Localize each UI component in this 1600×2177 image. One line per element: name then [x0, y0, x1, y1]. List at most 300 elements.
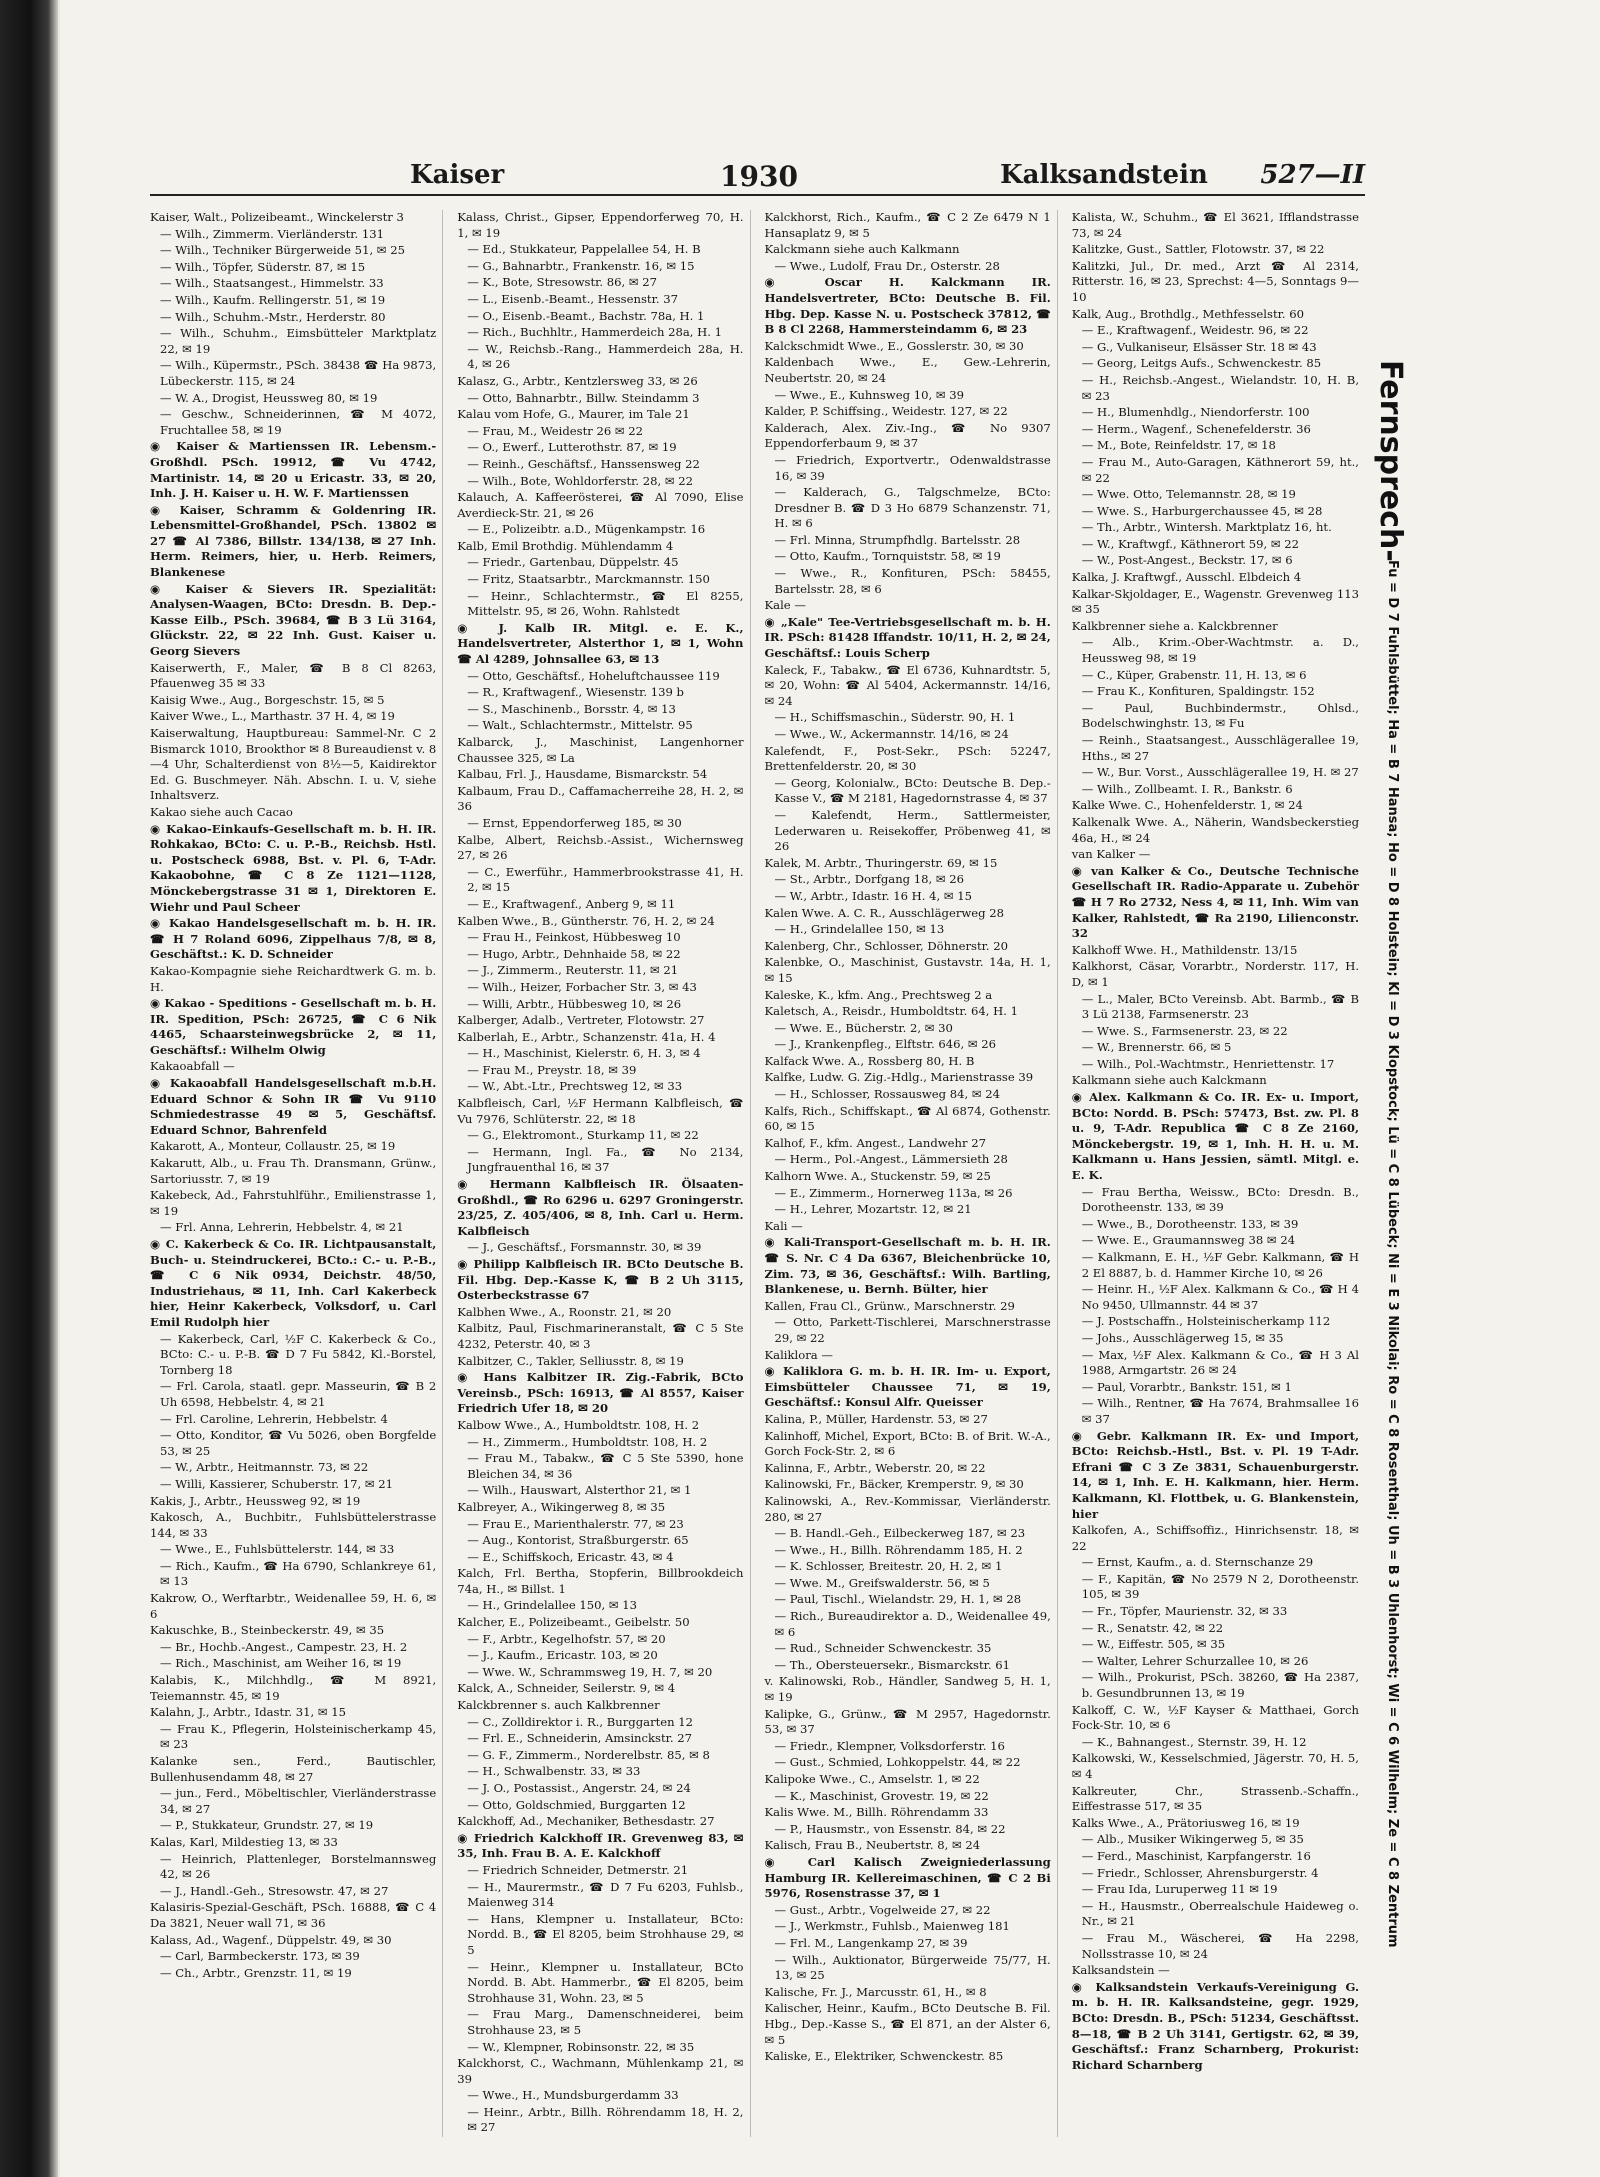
directory-entry: Kalinowski, Fr., Bäcker, Kremperstr. 9, ✉ 30: [764, 1477, 1024, 1492]
directory-entry: — Kakerbeck, Carl, ½F C. Kakerbeck & Co., BCto: C.- u. P.-B. ☎ D 7 Fu 5842, Kl.-Borstel, Tornberg 18: [160, 1331, 437, 1377]
directory-entry: ◉ Kakao Handelsgesellschaft m. b. H. IR. ☎ H 7 Roland 6096, Zippelhaus 7/8, ✉ 8, Geschäftst.: K. D. Schneider: [150, 916, 437, 962]
directory-entry: ◉ Kakaoabfall Handelsgesellschaft m.b.H. Eduard Schnor & Sohn IR ☎ Vu 9110 Schmiedestrasse 49 ✉ 5, Geschäftsf. Eduard Schnor, Bahrenfeld: [150, 1076, 437, 1137]
directory-entry: — Wilh., Hauswart, Alsterthor 21, ✉ 1: [467, 1483, 692, 1498]
directory-entry: Kalass, Christ., Gipser, Eppendorferweg 70, H. 1, ✉ 19: [457, 210, 744, 240]
directory-entry: ◉ Carl Kalisch Zweigniederlassung Hamburg IR. Kellereimaschinen, ☎ C 2 Bi 5976, Rosenstrasse 37, ✉ 1: [764, 1854, 1051, 1901]
directory-entry: — Ed., Stukkateur, Pappelallee 54, H. B: [467, 242, 701, 257]
directory-entry: — H., Blumenhdlg., Niendorferstr. 100: [1081, 405, 1310, 420]
directory-entry: — Kalkmann, E. H., ½F Gebr. Kalkmann, ☎ H 2 El 8887, b. d. Hammer Kirche 10, ✉ 26: [1081, 1250, 1359, 1280]
directory-entry: Kakao siehe auch Cacao: [150, 804, 293, 819]
directory-entry: Kalckhorst, Rich., Kaufm., ☎ C 2 Ze 6479 N 1 Hansaplatz 9, ✉ 5: [764, 210, 1051, 240]
directory-entry: Kaliske, E., Elektriker, Schwenckestr. 85: [764, 2049, 1004, 2064]
directory-entry: — Friedr., Schlosser, Ahrensburgerstr. 4: [1081, 1865, 1319, 1880]
directory-entry: Kakuschke, B., Steinbeckerstr. 49, ✉ 35: [150, 1623, 385, 1638]
directory-entry: Kalcher, E., Polizeibeamt., Geibelstr. 50: [457, 1615, 690, 1630]
directory-entry: — Wwe., W., Ackermannstr. 14/16, ✉ 24: [774, 727, 1009, 741]
directory-entry: — H., Zimmerm., Humboldtstr. 108, H. 2: [467, 1434, 708, 1449]
directory-entry: — Frau M., Tabakw., ☎ C 5 Ste 5390, hone Bleichen 34, ✉ 36: [467, 1451, 744, 1481]
directory-entry: Kalbfleisch, Carl, ½F Hermann Kalbfleisch, ☎ Vu 7976, Schlüterstr. 22, ✉ 18: [457, 1096, 744, 1126]
directory-entry: Kakarott, A., Monteur, Collaustr. 25, ✉ 19: [150, 1139, 396, 1154]
directory-entry: Kalkenalk Wwe. A., Näherin, Wandsbeckerstieg 46a, H., ✉ 24: [1071, 814, 1359, 845]
directory-entry: — Otto, Kaufm., Tornquiststr. 58, ✉ 19: [774, 549, 1001, 564]
directory-entry: Kalberlah, E., Arbtr., Schanzenstr. 41a, H. 4: [457, 1029, 716, 1044]
directory-entry: — Frau Marg., Damenschneiderei, beim Strohhause 23, ✉ 5: [467, 2007, 744, 2037]
directory-entry: Kalfack Wwe. A., Rossberg 80, H. B: [764, 1053, 975, 1068]
directory-entry: Kaldenbach Wwe., E., Gew.-Lehrerin, Neubertstr. 20, ✉ 24: [764, 355, 1051, 385]
directory-entry: — S., Maschinenb., Borsstr. 4, ✉ 13: [467, 701, 676, 716]
directory-entry: Kalbow Wwe., A., Humboldtstr. 108, H. 2: [457, 1417, 700, 1432]
directory-entry: — Th., Arbtr., Wintersh. Marktplatz 16, ht.: [1081, 520, 1332, 535]
directory-entry: — Fr., Töpfer, Maurienstr. 32, ✉ 33: [1081, 1604, 1288, 1619]
column-1: [150, 210, 443, 2137]
directory-entry: — H., Maurermstr., ☎ D 7 Fu 6203, Fuhlsb., Maienweg 314: [467, 1879, 744, 1910]
directory-entry: — W., Eiffestr. 505, ✉ 35: [1081, 1637, 1226, 1652]
directory-entry: Kakaoabfall —: [150, 1059, 235, 1074]
directory-entry: Kalfs, Rich., Schiffskapt., ☎ Al 6874, Gothenstr. 60, ✉ 15: [764, 1103, 1051, 1134]
directory-entry: — F., Kapitän, ☎ No 2579 N 2, Dorotheenstr. 105, ✉ 39: [1081, 1571, 1359, 1602]
directory-entry: — J., Geschäftsf., Forsmannstr. 30, ✉ 39: [467, 1240, 702, 1255]
directory-entry: ◉ Friedrich Kalckhoff IR. Grevenweg 83, ✉ 35, Inh. Frau B. A. E. Kalckhoff: [457, 1830, 744, 1861]
column-3: [765, 210, 1058, 2137]
directory-entry: — Max, ½F Alex. Kalkmann & Co., ☎ H 3 Al 1988, Armgartstr. 26 ✉ 24: [1081, 1347, 1359, 1378]
directory-entry: — Wwe. S., Farmsenerstr. 23, ✉ 22: [1081, 1023, 1288, 1038]
directory-entry: Kalbe, Albert, Reichsb.-Assist., Wichernsweg 27, ✉ 26: [457, 832, 744, 863]
directory-entry: — Frau M., Preystr. 18, ✉ 39: [467, 1062, 637, 1077]
directory-entry: — Heinr., Schlachtermstr., ☎ El 8255, Mittelstr. 95, ✉ 26, Wohn. Rahlstedt: [467, 588, 744, 619]
directory-entry: — Friedr., Klempner, Volksdorferstr. 16: [774, 1738, 1005, 1753]
directory-entry: — Wilh., Prokurist, PSch. 38260, ☎ Ha 2387, b. Gesundbrunnen 13, ✉ 19: [1081, 1670, 1359, 1701]
directory-entry: — Frl. Carola, staatl. gepr. Masseurin, ☎ B 2 Uh 6598, Hebbelstr. 4, ✉ 21: [160, 1379, 437, 1409]
directory-entry: Kalke Wwe. C., Hohenfelderstr. 1, ✉ 24: [1071, 798, 1303, 813]
directory-entry: — G. F., Zimmerm., Norderelbstr. 85, ✉ 8: [467, 1747, 710, 1762]
directory-entry: ◉ C. Kakerbeck & Co. IR. Lichtpausanstalt, Buch- u. Steindruckerei, BCto.: C.- u. P.-B., ☎ C 6 Nik 0934, Deichstr. 48/50, Industriehaus, ✉ 11, Inh. Carl Kakerbeck hier, Heinr Kakerbeck, Volksdorf, u. Carl Emil Rudolph hier: [150, 1237, 437, 1329]
directory-entry: Kale —: [764, 598, 806, 613]
directory-entry: — J. O., Postassist., Angerstr. 24, ✉ 24: [467, 1781, 691, 1795]
directory-entry: — Willi, Arbtr., Hübbesweg 10, ✉ 26: [467, 996, 682, 1011]
directory-entry: Kalka, J. Kraftwgf., Ausschl. Elbdeich 4: [1071, 570, 1302, 585]
directory-entry: — Gust., Schmied, Lohkoppelstr. 44, ✉ 22: [774, 1755, 1021, 1770]
directory-entry: Kaletsch, A., Reisdr., Humboldtstr. 64, H. 1: [764, 1004, 1018, 1019]
header-page-number: 527—II: [1260, 160, 1365, 190]
directory-entry: — Paul, Buchbindermstr., Ohlsd., Bodelschwinghstr. 13, ✉ Fu: [1081, 700, 1359, 731]
directory-entry: — E., Kraftwagenf., Anberg 9, ✉ 11: [467, 896, 676, 911]
directory-entry: — Frl. Caroline, Lehrerin, Hebbelstr. 4: [160, 1411, 388, 1426]
directory-entry: — Wwe., H., Mundsburgerdamm 33: [467, 2088, 679, 2103]
directory-entry: Kalisch, Frau B., Neubertstr. 8, ✉ 24: [764, 1838, 981, 1853]
directory-entry: — Frau M., Wäscherei, ☎ Ha 2298, Nollsstrasse 10, ✉ 24: [1081, 1930, 1359, 1961]
directory-entry: — Frau M., Auto-Garagen, Käthnerort 59, ht., ✉ 22: [1081, 454, 1359, 485]
directory-entry: Kalkreuter, Chr., Strassenb.-Schaffn., Eiffestrasse 517, ✉ 35: [1071, 1783, 1359, 1814]
directory-entry: — Kalefendt, Herm., Sattlermeister, Lederwaren u. Reisekoffer, Pröbenweg 41, ✉ 26: [774, 807, 1051, 854]
directory-entry: Kalkhorst, Cäsar, Vorarbtr., Norderstr. 117, H. D, ✉ 1: [1071, 959, 1359, 989]
directory-entry: Kalben Wwe., B., Güntherstr. 76, H. 2, ✉ 24: [457, 913, 715, 928]
directory-entry: — J., Zimmerm., Reuterstr. 11, ✉ 21: [467, 963, 679, 978]
directory-entry: Kalau vom Hofe, G., Maurer, im Tale 21: [457, 407, 690, 422]
directory-entry: — Frau K., Konfituren, Spaldingstr. 152: [1081, 684, 1315, 699]
directory-entry: Kalen Wwe. A. C. R., Ausschlägerweg 28: [764, 905, 1005, 920]
directory-entry: — Johs., Ausschlägerweg 15, ✉ 35: [1081, 1330, 1284, 1345]
directory-entry: — Rich., Kaufm., ☎ Ha 6790, Schlankreye 61, ✉ 13: [160, 1558, 437, 1589]
directory-entry: — G., Elektromont., Sturkamp 11, ✉ 22: [467, 1128, 699, 1143]
directory-entry: — Frau K., Pflegerin, Holsteinischerkamp 45, ✉ 23: [160, 1721, 437, 1752]
directory-entry: — P., Stukkateur, Grundstr. 27, ✉ 19: [160, 1818, 374, 1833]
directory-entry: Kalbau, Frl. J., Hausdame, Bismarckstr. 54: [457, 767, 708, 782]
directory-entry: ◉ Kaiser & Martienssen IR. Lebensm.-Großhdl. PSch. 19912, ☎ Vu 4742, Martinistr. 14, ✉ 20 u Ericastr. 33, ✉ 20, Inh. J. H. Kaiser u. H. W. F. Martienssen: [150, 439, 437, 501]
directory-entry: Kalefendt, F., Post-Sekr., PSch: 52247, Brettenfelderstr. 20, ✉ 30: [764, 743, 1051, 774]
directory-entry: — O., Eisenb.-Beamt., Bachstr. 78a, H. 1: [467, 308, 705, 323]
directory-entry: — Kalderach, G., Talgschmelze, BCto: Dresdner B. ☎ D 3 Ho 6879 Schanzenstr. 71, H. ✉ 6: [774, 485, 1051, 531]
directory-entry: — Alb., Musiker Wikingerweg 5, ✉ 35: [1081, 1832, 1304, 1847]
directory-entry: Kalck, A., Schneider, Seilerstr. 9, ✉ 4: [457, 1681, 676, 1696]
directory-entry: — Friedrich, Exportvertr., Odenwaldstrasse 16, ✉ 39: [774, 452, 1051, 483]
directory-entry: Kalderach, Alex. Ziv.-Ing., ☎ No 9307 Eppendorferbaum 9, ✉ 37: [764, 420, 1051, 451]
directory-entry: Kalckschmidt Wwe., E., Gosslerstr. 30, ✉ 30: [764, 338, 1024, 353]
directory-entry: — H., Reichsb.-Angest., Wielandstr. 10, H. B, ✉ 23: [1081, 372, 1359, 403]
directory-entry: — Frau, M., Weidestr 26 ✉ 22: [467, 423, 644, 438]
directory-entry: — Carl, Barmbeckerstr. 173, ✉ 39: [160, 1949, 360, 1964]
directory-entry: Kalitzke, Gust., Sattler, Flotowstr. 37, ✉ 22: [1071, 242, 1325, 257]
directory-entry: ◉ „Kale" Tee-Vertriebsgesellschaft m. b. H. IR. PSch: 81428 Iffandstr. 10/11, H. 2, ✉ 24, Geschäftsf.: Louis Scherp: [764, 614, 1051, 661]
directory-entry: — C., Zolldirektor i. R., Burggarten 12: [467, 1714, 694, 1729]
directory-entry: — Wilh., Bote, Wohldorferstr. 28, ✉ 22: [467, 473, 694, 488]
directory-entry: — C., Küper, Grabenstr. 11, H. 13, ✉ 6: [1081, 667, 1307, 682]
page-header: [150, 160, 1365, 196]
directory-entry: — Reinh., Staatsangest., Ausschlägerallee 19, Hths., ✉ 27: [1081, 733, 1359, 763]
directory-entry: Kalass, Ad., Wagenf., Düppelstr. 49, ✉ 30: [150, 1932, 392, 1947]
directory-entry: — Heinr. H., ½F Alex. Kalkmann & Co., ☎ H 4 No 9450, Ullmannstr. 44 ✉ 37: [1081, 1282, 1359, 1312]
directory-entry: — G., Bahnarbtr., Frankenstr. 16, ✉ 15: [467, 258, 695, 273]
directory-entry: Kalckhoff, Ad., Mechaniker, Bethesdastr. 27: [457, 1814, 715, 1829]
directory-entry: — G., Vulkaniseur, Elsässer Str. 18 ✉ 43: [1081, 339, 1317, 354]
directory-entry: — Wilh., Heizer, Forbacher Str. 3, ✉ 43: [467, 979, 697, 994]
directory-entry: Kali —: [764, 1218, 803, 1233]
directory-entry: — Wilh., Rentner, ☎ Ha 7674, Brahmsallee 16 ✉ 37: [1081, 1396, 1359, 1426]
directory-entry: — Wwe., B., Dorotheenstr. 133, ✉ 39: [1081, 1216, 1299, 1231]
directory-entry: — W., Kraftwgf., Käthnerort 59, ✉ 22: [1081, 536, 1300, 551]
directory-entry: — Heinr., Klempner u. Installateur, BCto Nordd. B. Abt. Hammerbr., ☎ El 8205, beim Strohhause 31, Wohn. 23, ✉ 5: [467, 1959, 744, 2005]
directory-entry: — Wilh., Zimmerm. Vierländerstr. 131: [160, 226, 385, 241]
directory-entry: — Aug., Kontorist, Straßburgerstr. 65: [467, 1533, 689, 1548]
directory-entry: — Herm., Pol.-Angest., Lämmersieth 28: [774, 1152, 1008, 1167]
directory-entry: Kalbaum, Frau D., Caffamacherreihe 28, H. 2, ✉ 36: [457, 783, 744, 814]
directory-entry: Kaliklora —: [764, 1347, 833, 1362]
directory-entry: — Paul, Tischl., Wielandstr. 29, H. 1, ✉ 28: [774, 1592, 1022, 1607]
directory-entry: — Georg, Leitgs Aufs., Schwenckestr. 85: [1081, 356, 1322, 371]
directory-entry: — H., Lehrer, Mozartstr. 12, ✉ 21: [774, 1202, 972, 1217]
directory-entry: — Hans, Klempner u. Installateur, BCto: Nordd. B., ☎ El 8205, beim Strohhause 29, ✉ 5: [467, 1911, 744, 1957]
directory-entry: — Wwe., H., Billh. Röhrendamm 185, H. 2: [774, 1542, 1023, 1557]
directory-entry: — Wilh., Zollbeamt. I. R., Bankstr. 6: [1081, 781, 1293, 796]
directory-entry: Kalk, Aug., Brothdlg., Methfesselstr. 60: [1071, 306, 1304, 321]
directory-entry: ◉ Hans Kalbitzer IR. Zig.-Fabrik, BCto Vereinsb., PSch: 16913, ☎ Al 8557, Kaiser Friedrich Ufer 18, ✉ 20: [457, 1370, 744, 1416]
directory-entry: — H., Schiffsmaschin., Süderstr. 90, H. 1: [774, 710, 1016, 725]
directory-entry: — Wilh., Schuhm.-Mstr., Herderstr. 80: [160, 309, 386, 324]
directory-entry: — Otto, Bahnarbtr., Billw. Steindamm 3: [467, 390, 700, 405]
directory-entry: — Wwe., E., Kuhnsweg 10, ✉ 39: [774, 387, 964, 402]
directory-entry: Kalbhen Wwe., A., Roonstr. 21, ✉ 20: [457, 1304, 672, 1319]
directory-entry: — W., Post-Angest., Beckstr. 17, ✉ 6: [1081, 553, 1293, 568]
directory-entry: Kalhorn Wwe. A., Stuckenstr. 59, ✉ 25: [764, 1169, 991, 1184]
directory-entry: Kaiserwerth, F., Maler, ☎ B 8 Cl 8263, Pfauenweg 35 ✉ 33: [150, 660, 437, 691]
directory-entry: Kakosch, A., Buchbitr., Fuhlsbüttelerstrasse 144, ✉ 33: [150, 1510, 437, 1540]
directory-entry: — Friedrich Schneider, Detmerstr. 21: [467, 1862, 689, 1877]
directory-entry: — Friedr., Gartenbau, Düppelstr. 45: [467, 555, 679, 570]
directory-entry: — Rich., Maschinist, am Weiher 16, ✉ 19: [160, 1656, 402, 1671]
directory-entry: Kalbarck, J., Maschinist, Langenhorner Chaussee 325, ✉ La: [457, 735, 744, 765]
directory-entry: Kalipke, G., Grünw., ☎ M 2957, Hagedornstr. 53, ✉ 37: [764, 1706, 1051, 1737]
directory-entry: Kalbitzer, C., Takler, Selliusstr. 8, ✉ 19: [457, 1353, 684, 1368]
directory-entry: — Wwe. W., Schrammsweg 19, H. 7, ✉ 20: [467, 1664, 713, 1679]
directory-entry: — W. A., Drogist, Heussweg 80, ✉ 19: [160, 390, 378, 405]
directory-entry: — jun., Ferd., Möbeltischler, Vierländerstrasse 34, ✉ 27: [160, 1786, 437, 1816]
directory-entry: Kakrow, O., Werftarbtr., Weidenallee 59, H. 6, ✉ 6: [150, 1591, 437, 1621]
directory-entry: — W., Brennerstr. 66, ✉ 5: [1081, 1040, 1232, 1055]
directory-entry: — J., Krankenpfleg., Elftstr. 646, ✉ 26: [774, 1037, 997, 1052]
directory-entry: Kalksandstein —: [1071, 1963, 1170, 1978]
directory-entry: — Frau Ida, Luruperweg 11 ✉ 19: [1081, 1882, 1278, 1897]
directory-entry: Kallen, Frau Cl., Grünw., Marschnerstr. 29: [764, 1298, 1015, 1313]
directory-entry: ◉ Kakao-Einkaufs-Gesellschaft m. b. H. IR. Rohkakao, BCto: C. u. P.-B., Reichsb. Hstl. u. Postscheck 6988, Bst. v. Pl. 6, T-Adr. Kakaobohne, ☎ C 8 Ze 1121—1128, Mönckebergstrasse 31 ✉ 1, Direktoren E. Wiehr und Paul Scheer: [150, 821, 437, 914]
directory-entry: Kalipoke Wwe., C., Amselstr. 1, ✉ 22: [764, 1772, 980, 1786]
directory-entry: — J., Handl.-Geh., Stresowstr. 47, ✉ 27: [160, 1883, 389, 1898]
directory-entry: — Wwe. E., Bücherstr. 2, ✉ 30: [774, 1020, 953, 1035]
directory-entry: — W., Bur. Vorst., Ausschlägerallee 19, H. ✉ 27: [1081, 765, 1359, 780]
directory-entry: Kalder, P. Schiffsing., Weidestr. 127, ✉ 22: [764, 404, 1008, 419]
directory-entry: ◉ Philipp Kalbfleisch IR. BCto Deutsche B. Fil. Hbg. Dep.-Kasse K, ☎ B 2 Uh 3115, Osterbeckstrasse 67: [457, 1257, 744, 1303]
directory-entry: Kakebeck, Ad., Fahrstuhlführ., Emilienstrasse 1, ✉ 19: [150, 1188, 437, 1218]
directory-entry: — W., Arbtr., Idastr. 16 H. 4, ✉ 15: [774, 888, 973, 903]
directory-entry: — Heinr., Arbtr., Billh. Röhrendamm 18, H. 2, ✉ 27: [467, 2104, 744, 2135]
directory-entry: Kalabis, K., Milchhdlg., ☎ M 8921, Teiemannstr. 45, ✉ 19: [150, 1673, 437, 1703]
directory-entry: Kalckhorst, C., Wachmann, Mühlenkamp 21, ✉ 39: [457, 2056, 744, 2086]
directory-entry: — Wwe., Ludolf, Frau Dr., Osterstr. 28: [774, 258, 1000, 273]
directory-entry: — J. Postschaffn., Holsteinischerkamp 112: [1081, 1314, 1331, 1329]
directory-entry: Kalasiris-Spezial-Geschäft, PSch. 16888, ☎ C 4 Da 3821, Neuer wall 71, ✉ 36: [150, 1900, 437, 1930]
directory-entry: Kalenbke, O., Maschinist, Gustavstr. 14a, H. 1, ✉ 15: [764, 955, 1051, 985]
directory-entry: Kalas, Karl, Mildestieg 13, ✉ 33: [150, 1834, 338, 1849]
directory-entry: — Georg, Kolonialw., BCto: Deutsche B. Dep.-Kasse V., ☎ M 2181, Hagedornstrasse 4, ✉ 37: [774, 775, 1051, 806]
directory-entry: — Ferd., Maschinist, Karpfangerstr. 16: [1081, 1848, 1311, 1863]
directory-entry: — St., Arbtr., Dorfgang 18, ✉ 26: [774, 872, 965, 887]
directory-entry: — W., Klempner, Robinsonstr. 22, ✉ 35: [467, 2039, 695, 2054]
directory-entry: Kalkoff, C. W., ½F Kayser & Matthaei, Gorch Fock-Str. 10, ✉ 6: [1071, 1702, 1359, 1733]
directory-entry: Kaleske, K., kfm. Ang., Prechtsweg 2 a: [764, 987, 993, 1002]
directory-entry: ◉ J. Kalb IR. Mitgl. e. E. K., Handelsvertreter, Alsterthor 1, ✉ 1, Wohn ☎ Al 4289, Johnsallee 63, ✉ 13: [457, 620, 744, 667]
directory-entry: — L., Eisenb.-Beamt., Hessenstr. 37: [467, 291, 678, 306]
directory-entry: — E., Zimmerm., Hornerweg 113a, ✉ 26: [774, 1185, 1013, 1200]
book-binding: [0, 0, 58, 2177]
directory-entry: Kalckmann siehe auch Kalkmann: [764, 242, 960, 257]
directory-entry: — Wilh., Techniker Bürgerweide 51, ✉ 25: [160, 243, 405, 258]
directory-entry: — Hugo, Arbtr., Dehnhaide 58, ✉ 22: [467, 946, 681, 961]
directory-entry: — F., Arbtr., Kegelhofstr. 57, ✉ 20: [467, 1631, 666, 1646]
directory-entry: Kaiserwaltung, Hauptbureau: Sammel-Nr. C 2 Bismarck 1010, Brookthor ✉ 8 Bureaudienst v. 8—4 Uhr, Schalterdienst von 8½—5, Kaidirektor Ed. G. Buschmeyer. Näh. Abschn. I. u. V, siehe Inhaltsverz.: [150, 726, 437, 803]
directory-entry: — Otto, Geschäftsf., Hoheluftchaussee 119: [467, 668, 720, 683]
directory-entry: Kalasz, G., Arbtr., Kentzlersweg 33, ✉ 26: [457, 373, 698, 388]
directory-entry: Kalks Wwe., A., Prätoriusweg 16, ✉ 19: [1071, 1815, 1300, 1830]
directory-entry: — Wilh., Auktionator, Bürgerweide 75/77, H. 13, ✉ 25: [774, 1952, 1051, 1983]
directory-entry: — Walt., Schlachtermstr., Mittelstr. 95: [467, 718, 693, 733]
directory-entry: Kalch, Frl. Bertha, Stopferin, Billbrookdeich 74a, H., ✉ Billst. 1: [457, 1566, 744, 1596]
directory-entry: — W., Abt.-Ltr., Prechtsweg 12, ✉ 33: [467, 1079, 683, 1094]
directory-entry: Kalkar-Skjoldager, E., Wagenstr. Grevenweg 113 ✉ 35: [1071, 586, 1359, 617]
directory-entry: — Wwe. E., Graumannsweg 38 ✉ 24: [1081, 1233, 1296, 1248]
directory-entry: Kalek, M. Arbtr., Thuringerstr. 69, ✉ 15: [764, 855, 998, 870]
directory-entry: — Herm., Wagenf., Schenefelderstr. 36: [1081, 421, 1311, 436]
directory-entry: — Willi, Kassierer, Schuberstr. 17, ✉ 21: [160, 1476, 393, 1491]
directory-entry: — Wilh., Kaufm. Rellingerstr. 51, ✉ 19: [160, 292, 386, 307]
directory-entry: — Th., Obersteuersekr., Bismarckstr. 61: [774, 1657, 1011, 1672]
directory-entry: ◉ Kaiser & Sievers IR. Spezialität: Analysen-Waagen, BCto: Dresdn. B. Dep.-Kasse Eilb., PSch. 39684, ☎ B 3 Lü 3164, Glückstr. 22, ✉ 22 Inh. Gust. Kaiser u. Georg Sievers: [150, 581, 437, 659]
directory-entry: — W., Arbtr., Heitmannstr. 73, ✉ 22: [160, 1460, 369, 1475]
directory-entry: — R., Senatstr. 42, ✉ 22: [1081, 1620, 1224, 1635]
directory-entry: Kalischer, Heinr., Kaufm., BCto Deutsche B. Fil. Hbg., Dep.-Kasse S., ☎ El 871, an der Alster 6, ✉ 5: [764, 2001, 1051, 2047]
directory-entry: — H., Grindelallee 150, ✉ 13: [774, 922, 945, 937]
directory-entry: ◉ Kalksandstein Verkaufs-Vereinigung G. m. b. H. IR. Kalksandsteine, gegr. 1929, BCto: Dresdn. B., PSch: 51234, Geschäftsst. 8—18, ☎ B 2 Uh 3141, Gertigstr. 62, ✉ 39, Geschäftsf.: Franz Scharnberg, Prokurist: Richard Scharnberg: [1071, 1979, 1359, 2072]
directory-entry: — P., Hausmstr., von Essenstr. 84, ✉ 22: [774, 1821, 1006, 1836]
directory-entry: — E., Schiffskoch, Ericastr. 43, ✉ 4: [467, 1549, 674, 1564]
directory-entry: ◉ Alex. Kalkmann & Co. IR. Ex- u. Import, BCto: Nordd. B. PSch: 57473, Bst. zw. Pl. 8 u. 9, T-Adr. Republica ☎ C 8 Ze 2160, Mönckebergstr. 19, ✉ 1, Inh. H. H. u. M. Kalkmann u. Hans Jessien, sämtl. Mitgl. e. E. K.: [1071, 1090, 1359, 1183]
directory-entry: ◉ Kali-Transport-Gesellschaft m. b. H. IR. ☎ S. Nr. C 4 Da 6367, Bleichenbrücke 10, Zim. 73, ✉ 36, Geschäftsf.: Wilh. Bartling, Blankenese, u. Bernh. Bülter, hier: [764, 1235, 1051, 1297]
directory-entry: — K. Schlosser, Breitestr. 20, H. 2, ✉ 1: [774, 1559, 1003, 1574]
directory-entry: — Wwe. S., Harburgerchaussee 45, ✉ 28: [1081, 503, 1323, 518]
directory-entry: Kakarutt, Alb., u. Frau Th. Dransmann, Grünw., Sartoriusstr. 7, ✉ 19: [150, 1156, 437, 1186]
directory-entry: — Ch., Arbtr., Grenzstr. 11, ✉ 19: [160, 1965, 352, 1980]
directory-entry: — Otto, Konditor, ☎ Vu 5026, oben Borgfelde 53, ✉ 25: [160, 1428, 437, 1458]
directory-entry: Kalkmann siehe auch Kalckmann: [1071, 1073, 1267, 1088]
directory-entry: — K., Bote, Stresowstr. 86, ✉ 27: [467, 275, 658, 290]
directory-entry: — W., Reichsb.-Rang., Hammerdeich 28a, H. 4, ✉ 26: [467, 341, 744, 372]
directory-entry: Kalinhoff, Michel, Export, BCto: B. of Brit. W.-A., Gorch Fock-Str. 2, ✉ 6: [764, 1428, 1051, 1459]
side-legend-title: Fernsprech-: [1373, 360, 1408, 562]
directory-entry: — Frau Bertha, Weissw., BCto: Dresdn. B., Dorotheenstr. 133, ✉ 39: [1081, 1184, 1359, 1215]
column-4: [1072, 210, 1365, 2137]
directory-entry: ◉ Gebr. Kalkmann IR. Ex- und Import, BCto: Reichsb.-Hstl., Bst. v. Pl. 19 T-Adr. Efrani ☎ C 3 Ze 3831, Schauenburgerstr. 14, ✉ 1, Inh. E. H. Kalkmann, hier. Herm. Kalkmann, Kl. Flottbek, u. G. Blankenstein, hier: [1071, 1428, 1359, 1521]
directory-entry: Kalauch, A. Kaffeerösterei, ☎ Al 7090, Elise Averdieck-Str. 21, ✉ 26: [457, 490, 744, 520]
directory-entry: ◉ Hermann Kalbfleisch IR. Ölsaaten-Großhdl., ☎ Ro 6296 u. 6297 Groningerstr. 23/25, Z. 405/406, ✉ 8, Inh. Carl u. Herm. Kalbfleisch: [457, 1177, 744, 1238]
directory-entry: — M., Bote, Reinfeldstr. 17, ✉ 18: [1081, 438, 1276, 453]
directory-entry: — H., Maschinist, Kielerstr. 6, H. 3, ✉ 4: [467, 1046, 701, 1061]
side-legend: [1370, 360, 1410, 1948]
directory-entry: — L., Maler, BCto Vereinsb. Abt. Barmb., ☎ B 3 Lü 2138, Farmsenerstr. 23: [1081, 991, 1359, 1022]
directory-entry: — H., Hausmstr., Oberrealschule Haideweg o. Nr., ✉ 21: [1081, 1898, 1359, 1929]
directory-entry: ◉ van Kalker & Co., Deutsche Technische Gesellschaft IR. Radio-Apparate u. Zubehör ☎ H 7 Ro 2732, Ness 4, ✉ 11, Inh. Wim van Kalker, Rahlstedt, ☎ Ra 2190, Lilienconstr. 32: [1071, 863, 1359, 941]
directory-entry: Kaiver Wwe., L., Marthastr. 37 H. 4, ✉ 19: [150, 709, 395, 724]
directory-entry: — K., Bahnangest., Sternstr. 39, H. 12: [1081, 1734, 1307, 1749]
directory-entry: ◉ Kakao - Speditions - Gesellschaft m. b. H. IR. Spedition, PSch: 26725, ☎ C 6 Nik 4465, Schaarsteinwegsbrücke 2, ✉ 11, Geschäftsf.: Wilhelm Olwig: [150, 996, 437, 1057]
directory-entry: — Gust., Arbtr., Vogelweide 27, ✉ 22: [774, 1902, 991, 1917]
directory-entry: — O., Ewerf., Lutterothstr. 87, ✉ 19: [467, 440, 677, 455]
directory-entry: — Wwe., R., Konfituren, PSch: 58455, Bartelsstr. 28, ✉ 6: [774, 566, 1051, 596]
directory-entry: Kakis, J., Arbtr., Heussweg 92, ✉ 19: [150, 1493, 361, 1508]
directory-entry: Kalfke, Ludw. G. Zig.-Hdlg., Marienstrasse 39: [764, 1070, 1034, 1085]
directory-entry: — Frl. Minna, Strumpfhdlg. Bartelsstr. 28: [774, 532, 1021, 547]
directory-entry: — J., Kaufm., Ericastr. 103, ✉ 20: [467, 1648, 658, 1663]
directory-entry: — Frau E., Marienthalerstr. 77, ✉ 23: [467, 1516, 684, 1531]
directory-entry: Kalkhoff Wwe. H., Mathildenstr. 13/15: [1071, 942, 1298, 957]
directory-entry: Kalista, W., Schuhm., ☎ El 3621, Ifflandstrasse 73, ✉ 24: [1071, 210, 1359, 240]
directory-entry: — Rud., Schneider Schwenckestr. 35: [774, 1641, 992, 1656]
directory-entry: Kaleck, F., Tabakw., ☎ El 6736, Kuhnardtstr. 5, ✉ 20, Wohn: ☎ Al 5404, Ackermannstr. 14/16, ✉ 24: [764, 662, 1051, 708]
directory-entry: Kalhof, F., kfm. Angest., Landwehr 27: [764, 1135, 986, 1150]
directory-entry: — Heinrich, Plattenleger, Borstelmannsweg 42, ✉ 26: [160, 1851, 437, 1882]
directory-entry: — Wilh., Schuhm., Eimsbütteler Marktplatz 22, ✉ 19: [160, 326, 437, 356]
side-legend-codes: Fu = D 7 Fuhlsbüttel; Ha = B 7 Hansa; Ho = D 8 Holstein; Kl = D 3 Klopstock; Lü = C 8 Lübeck; Ni = E 3 Nikolai; Ro = C 8 Rosenthal; Uh = B 3 Uhlenhorst; Wi = C 6 Wilhelm; Ze = C 8 Zentrum: [1385, 560, 1400, 1948]
directory-entry: Kaiser, Walt., Polizeibeamt., Winckelerstr 3: [150, 210, 404, 224]
directory-entry: van Kalker —: [1071, 847, 1151, 862]
directory-entry: — Wilh., Pol.-Wachtmstr., Henriettenstr. 17: [1081, 1056, 1335, 1071]
directory-entry: — Frl. E., Schneiderin, Amsinckstr. 27: [467, 1731, 693, 1746]
directory-entry: Kalkbrenner siehe a. Kalckbrenner: [1071, 618, 1278, 633]
directory-entry: Kalanke sen., Ferd., Bautischler, Bullenhusendamm 48, ✉ 27: [150, 1754, 437, 1784]
directory-entry: Kalbitz, Paul, Fischmarineranstalt, ☎ C 5 Ste 4232, Peterstr. 40, ✉ 3: [457, 1321, 744, 1351]
directory-entry: Kalbreyer, A., Wikingerweg 8, ✉ 35: [457, 1499, 666, 1514]
directory-entry: — Rich., Bureaudirektor a. D., Weidenallee 49, ✉ 6: [774, 1609, 1051, 1639]
directory-entry: — Paul, Vorarbtr., Bankstr. 151, ✉ 1: [1081, 1379, 1292, 1394]
directory-entry: — Wwe. M., Greifswalderstr. 56, ✉ 5: [774, 1575, 990, 1590]
directory-entry: Kalberger, Adalb., Vertreter, Flotowstr. 27: [457, 1013, 705, 1028]
directory-entry: — Wilh., Küpermstr., PSch. 38438 ☎ Ha 9873, Lübeckerstr. 115, ✉ 24: [160, 358, 437, 388]
directory-entry: — Frl. Anna, Lehrerin, Hebbelstr. 4, ✉ 21: [160, 1220, 404, 1235]
directory-entry: — Wilh., Töpfer, Süderstr. 87, ✉ 15: [160, 259, 366, 274]
directory-entry: Kalb, Emil Brothdig. Mühlendamm 4: [457, 538, 674, 553]
directory-entry: Kalische, Fr. J., Marcusstr. 61, H., ✉ 8: [764, 1984, 987, 1999]
directory-entry: — C., Ewerführ., Hammerbrookstrasse 41, H. 2, ✉ 15: [467, 864, 744, 895]
directory-entry: — Hermann, Ingl. Fa., ☎ No 2134, Jungfrauenthal 16, ✉ 37: [467, 1144, 744, 1175]
header-year: 1930: [720, 160, 798, 193]
directory-entry: — Reinh., Geschäftsf., Hanssensweg 22: [467, 456, 700, 471]
directory-entry: Kalina, P., Müller, Hardenstr. 53, ✉ 27: [764, 1411, 988, 1426]
directory-entry: — H., Schlosser, Rossausweg 84, ✉ 24: [774, 1087, 1001, 1102]
directory-entry: — Alb., Krim.-Ober-Wachtmstr. a. D., Heussweg 98, ✉ 19: [1081, 635, 1359, 666]
directory-entry: — K., Maschinist, Grovestr. 19, ✉ 22: [774, 1788, 989, 1803]
directory-entry: — H., Grindelallee 150, ✉ 13: [467, 1598, 638, 1613]
directory-entry: — Rich., Buchhltr., Hammerdeich 28a, H. 1: [467, 325, 723, 340]
directory-entry: Kalkofen, A., Schiffsoffiz., Hinrichsenstr. 18, ✉ 22: [1071, 1523, 1359, 1553]
directory-entry: ◉ Oscar H. Kalckmann IR. Handelsvertreter, BCto: Deutsche B. Fil. Hbg. Dep. Kasse N. u. Postscheck 37812, ☎ B 8 Cl 2268, Hammersteindamm 6, ✉ 23: [764, 275, 1051, 337]
directory-entry: — H., Schwalbenstr. 33, ✉ 33: [467, 1764, 641, 1779]
directory-entry: — Wwe., E., Fuhlsbüttelerstr. 144, ✉ 33: [160, 1542, 395, 1557]
directory-entry: Kalinowski, A., Rev.-Kommissar, Vierländerstr. 280, ✉ 27: [764, 1493, 1051, 1524]
directory-entry: Kalkowski, W., Kesselschmied, Jägerstr. 70, H. 5, ✉ 4: [1071, 1751, 1359, 1781]
directory-entry: — Br., Hochb.-Angest., Campestr. 23, H. 2: [160, 1639, 408, 1654]
directory-entry: v. Kalinowski, Rob., Händler, Sandweg 5, H. 1, ✉ 19: [764, 1674, 1051, 1705]
directory-entry: Kalitzki, Jul., Dr. med., Arzt ☎ Al 2314, Ritterstr. 16, ✉ 23, Sprechst: 4—5, Sonntags 9—10: [1071, 258, 1359, 304]
directory-entry: — J., Werkmstr., Fuhlsb., Maienweg 181: [774, 1919, 1010, 1934]
directory-entry: Kaisig Wwe., Aug., Borgeschstr. 15, ✉ 5: [150, 692, 385, 707]
directory-entry: Kalinna, F., Arbtr., Weberstr. 20, ✉ 22: [764, 1460, 986, 1475]
directory-entry: — Otto, Goldschmied, Burggarten 12: [467, 1797, 686, 1812]
directory-entry: — Ernst, Eppendorferweg 185, ✉ 30: [467, 815, 682, 830]
directory-entry: — Frau H., Feinkost, Hübbesweg 10: [467, 930, 681, 945]
header-right-word: Kalksandstein: [1000, 160, 1208, 190]
directory-entry: — E., Polizeibtr. a.D., Mügenkampstr. 16: [467, 522, 706, 537]
directory-entry: — Frl. M., Langenkamp 27, ✉ 39: [774, 1935, 968, 1950]
directory-entry: — Wwe. Otto, Telemannstr. 28, ✉ 19: [1081, 487, 1296, 502]
directory-entry: — Otto, Parkett-Tischlerei, Marschnerstrasse 29, ✉ 22: [774, 1315, 1051, 1345]
directory-entry: — B. Handl.-Geh., Eilbeckerweg 187, ✉ 23: [774, 1526, 1026, 1541]
directory-entry: — Fritz, Staatsarbtr., Marckmannstr. 150: [467, 572, 710, 587]
directory-entry: — Geschw., Schneiderinnen, ☎ M 4072, Fruchtallee 58, ✉ 19: [160, 407, 437, 437]
column-2: [457, 210, 750, 2137]
directory-columns: [150, 210, 1365, 2135]
directory-entry: Kalenberg, Chr., Schlosser, Döhnerstr. 20: [764, 938, 1008, 953]
directory-entry: Kalis Wwe. M., Billh. Röhrendamm 33: [764, 1805, 989, 1820]
directory-entry: ◉ Kaliklora G. m. b. H. IR. Im- u. Export, Eimsbütteler Chaussee 71, ✉ 19, Geschäftsf.: Konsul Alfr. Queisser: [764, 1364, 1051, 1410]
directory-entry: Kalckbrenner s. auch Kalkbrenner: [457, 1698, 660, 1713]
directory-entry: — R., Kraftwagenf., Wiesenstr. 139 b: [467, 685, 684, 700]
directory-entry: ◉ Kaiser, Schramm & Goldenring IR. Lebensmittel-Großhandel, PSch. 13802 ✉ 27 ☎ Al 7386, Billstr. 134/138, ✉ 27 Inh. Herm. Reimers, hier, u. Herb. Reimers, Blankenese: [150, 502, 437, 580]
